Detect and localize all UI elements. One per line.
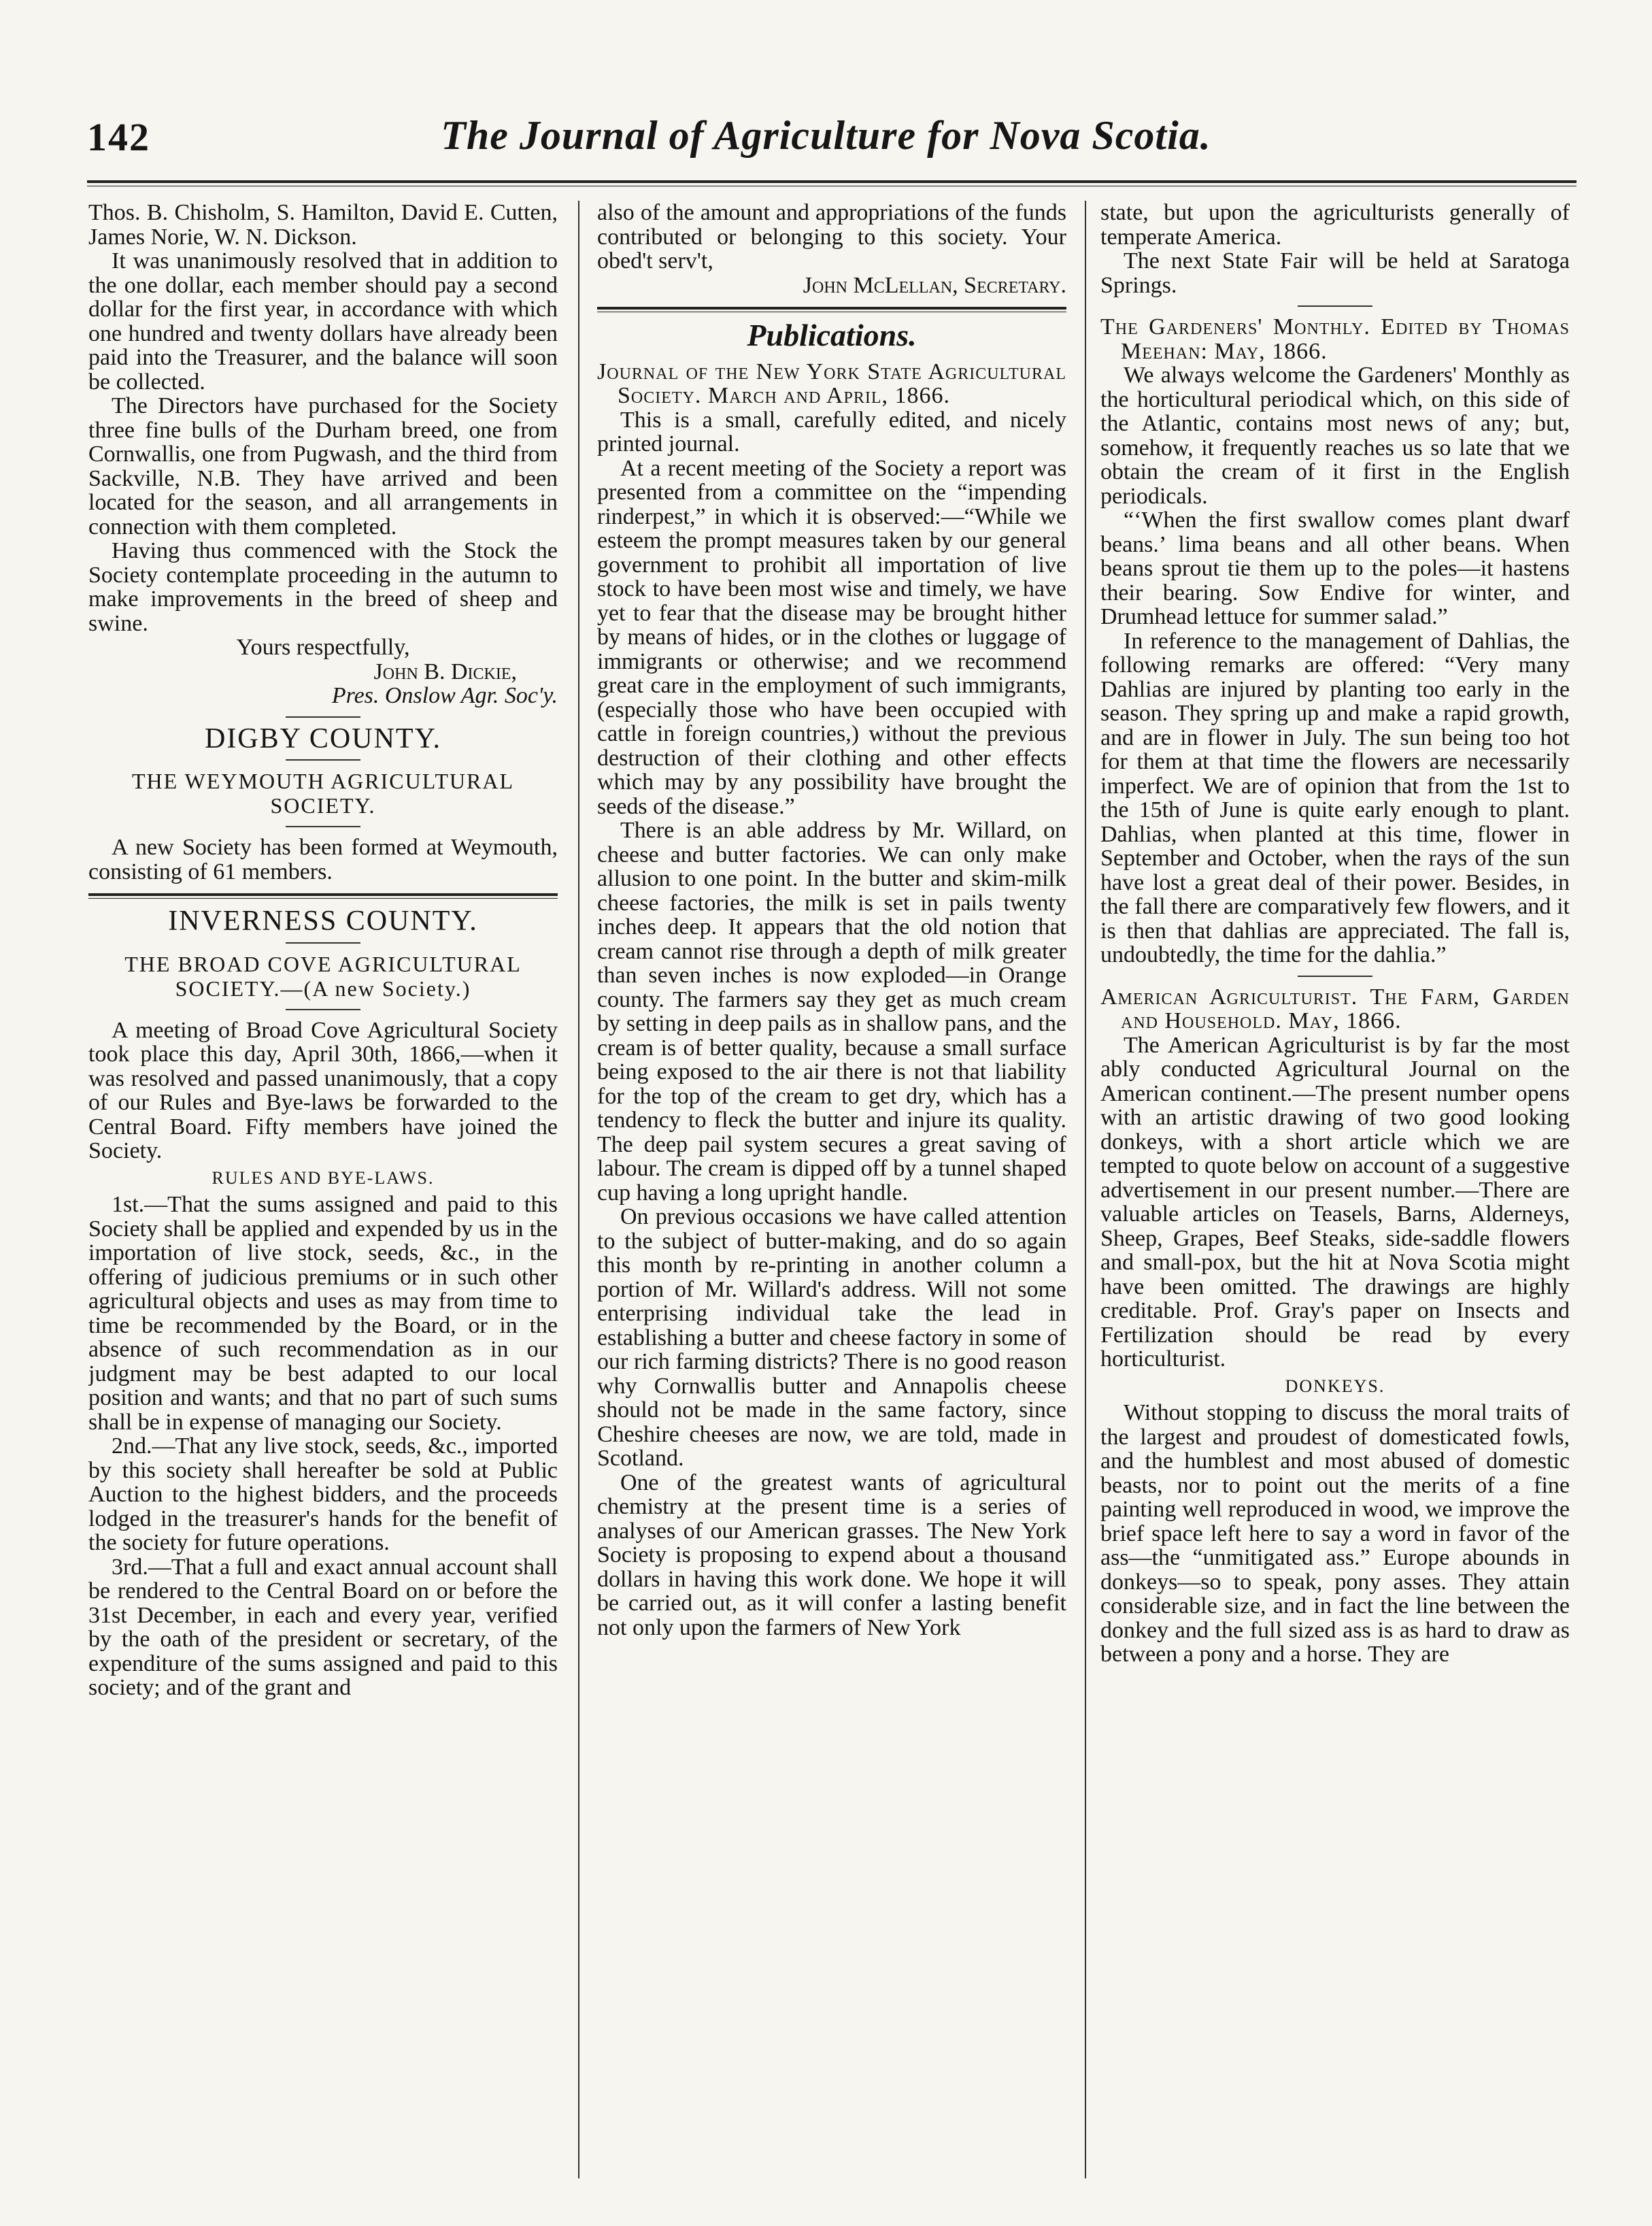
paragraph: Without stopping to discuss the moral traits of the largest and proudest of domesticated fowls, and the humblest and most abused of domestic beasts, nor to point out the merits of a fine painting well reproduced in wood, we improve the brief space left here to say a word in favor of the ass—the “unmitigated ass.” Europe abounds in donkeys—so to speak, pony asses. They attain considerable size, and in fact the line between the donkey and the full sized ass is as hard to draw as between a pony and a horse. They are <box>1100 1400 1570 1667</box>
double-rule <box>88 893 558 899</box>
paragraph: A new Society has been formed at Weymouth, consisting of 61 members. <box>88 835 558 884</box>
column-1 <box>88 201 558 2185</box>
donkeys-heading: DONKEYS. <box>1285 1376 1385 1396</box>
section-rule <box>286 759 360 761</box>
signer-title: Pres. Onslow Agr. Soc'y. <box>331 683 558 708</box>
paragraph: state, but upon the agriculturists generally of temperate America. <box>1100 201 1570 250</box>
review-title: The Gardeners' Monthly. Edited by Thomas Meehan: May, 1866. <box>1100 314 1570 364</box>
section-rule <box>286 716 360 718</box>
section-rule <box>286 826 360 827</box>
closing: Yours respectfully, <box>236 635 410 660</box>
paragraph: We always welcome the Gardeners' Monthly as the horticultural periodical which, on this side of the Atlantic, contains most news of any; but, somehow, it frequently reaches us so late that we obtain the cream of it first in the English periodicals. <box>1100 363 1570 509</box>
section-title: Publications. <box>747 318 917 352</box>
column-3 <box>1100 201 1570 2185</box>
section-rule <box>1298 976 1372 977</box>
paragraph: On previous occasions we have called attention to the subject of butter-making, and do so again this month by re-printing in another column a portion of Mr. Willard's address. Will not some enterprising individual take the lead in establishing a butter and cheese factory in some of our rich farming districts? There is no good reason why Cornwallis butter and Annapolis cheese should not be made in the same factory, since Cheshire cheeses are now, we are told, made in Scotland. <box>597 1204 1066 1471</box>
paragraph: Having thus commenced with the Stock the Society contemplate proceeding in the autumn to make improvements in the breed of sheep and swine. <box>88 538 558 636</box>
column-2 <box>597 201 1066 2185</box>
paragraph: This is a small, carefully edited, and nicely printed journal. <box>597 407 1066 456</box>
paragraph: also of the amount and appropriations of the funds contributed or belonging to this society. Your obed't serv't, <box>597 201 1066 273</box>
column-divider <box>1085 201 1086 2178</box>
county-heading: INVERNESS COUNTY. <box>168 906 478 937</box>
double-rule <box>597 307 1066 312</box>
paragraph: A meeting of Broad Cove Agricultural Society took place this day, April 30th, 1866,—when it was resolved and passed unanimously, that a copy of our Rules and Bye-laws be forwarded to the Central Board. Fifty members have joined the Society. <box>88 1017 558 1163</box>
paragraph: The Directors have purchased for the Society three fine bulls of the Durham breed, one from Cornwallis, one from Pugwash, and the third from Sackville, N.B. They have arrived and been located for the season, and all arrangements in connection with them completed. <box>88 393 558 539</box>
paragraph: Thos. B. Chisholm, S. Hamilton, David E. Cutten, James Norie, W. N. Dickson. <box>88 201 558 250</box>
running-head: The Journal of Agriculture for Nova Scotia. <box>441 113 1211 158</box>
paragraph: The American Agriculturist is by far the most ably conducted Agricultural Journal on the American continent.—The present number opens with an artistic drawing of two good looking donkeys, with a short article which we are tempted to quote below on account of a suggestive advertisement in our present number.—There are valuable articles on Teasels, Barns, Alderneys, Sheep, Grapes, Beef Steaks, side-saddle flowers and small-pox, but the hit at Nova Scotia might have been omitted. The drawings are highly creditable. Prof. Gray's paper on Insects and Fertilization should be read by every horticulturist. <box>1100 1032 1570 1372</box>
section-rule <box>286 1009 360 1010</box>
signer-name: John B. Dickie, <box>373 659 517 684</box>
header-rule <box>87 180 1577 186</box>
paragraph: There is an able address by Mr. Willard, on cheese and butter factories. We can only make allusion to one point. In the butter and skim-milk cheese factories, the milk is set in pails twenty inches deep. It appears that the old notion that cream cannot rise through a depth of milk greater than seven inches is now exploded—in Orange county. The farmers say they get as much cream by setting in deep pails as in shallow pans, and the cream is of better quality, because a small surface being exposed to the air there is not that liability for the top of the cream to get dry, which has a tendency to fleck the butter and injure its quality. The deep pail system secures a great saving of labour. The cream is dipped off by a tunnel shaped cup having a long upright handle. <box>597 818 1066 1206</box>
secretary-signature: John McLellan, Secretary. <box>803 272 1066 298</box>
rule: 1st.—That the sums assigned and paid to this Society shall be applied and expended by us in the importation of live stock, seeds, &c., in the offering of judicious premiums or in such other agricultural objects and uses as may from time to time be recommended by the Board, or in the absence of such recommendation as in our judgment may be best adapted to our local position and wants; and that no part of such sums shall be in expense of managing our Society. <box>88 1192 558 1435</box>
paragraph: It was unanimously resolved that in addition to the one dollar, each member should pay a second dollar for the first year, in accordance with which one hundred and twenty dollars have already been paid into the Treasurer, and the balance will soon be collected. <box>88 248 558 395</box>
society-heading: THE BROAD COVE AGRICULTURAL SOCIETY.—(A new Society.) <box>124 951 522 1001</box>
society-heading: THE WEYMOUTH AGRICULTURAL SOCIETY. <box>132 769 514 818</box>
section-rule <box>1298 305 1372 307</box>
rule: 2nd.—That any live stock, seeds, &c., imported by this society shall hereafter be sold at Public Auction to the highest bidders, and the proceeds lodged in the treasurer's hands for the benefit of the society for future operations. <box>88 1433 558 1555</box>
rules-heading: RULES AND BYE-LAWS. <box>212 1167 435 1188</box>
section-rule <box>286 942 360 944</box>
review-title: Journal of the New York State Agricultural Society. March and April, 1866. <box>597 359 1066 408</box>
column-divider <box>578 201 579 2178</box>
paragraph: “‘When the first swallow comes plant dwarf beans.’ lima beans and all other beans. When beans sprout tie them up to the poles—it hastens their bearing. Sow Endive for winter, and Drumhead lettuce for summer salad.” <box>1100 508 1570 629</box>
paragraph: At a recent meeting of the Society a report was presented from a committee on the “impending rinderpest,” in which it is observed:—“While we esteem the prompt measures taken by our general government to prohibit all importation of live stock to have been most wise and timely, we have yet to fear that the disease may be brought hither by means of hides, or in the clothes or luggage of immigrants or otherwise; and we recommend great care in the employment of such immigrants, (especially those who have been occupied with cattle in foreign countries,) without the previous destruction of their clothing and other effects which may by any possibility have brought the seeds of the disease.” <box>597 455 1066 819</box>
page-number: 142 <box>87 115 150 159</box>
paragraph: One of the greatest wants of agricultural chemistry at the present time is a series of analyses of our American grasses. The New York Society is proposing to expend about a thousand dollars in having this work done. We hope it will be carried out, as it will confer a lasting benefit not only upon the farmers of New York <box>597 1469 1066 1640</box>
paragraph: The next State Fair will be held at Saratoga Springs. <box>1100 248 1570 298</box>
review-title: American Agriculturist. The Farm, Garden and Household. May, 1866. <box>1100 984 1570 1033</box>
rule: 3rd.—That a full and exact annual account shall be rendered to the Central Board on or before the 31st December, in each and every year, verified by the oath of the president or secretary, of the expenditure of the sums assigned and paid to this society; and of the grant and <box>88 1554 558 1700</box>
county-heading: DIGBY COUNTY. <box>204 722 441 754</box>
paragraph: In reference to the management of Dahlias, the following remarks are offered: “Very many Dahlias are injured by planting too early in the season. They spring up and make a rapid growth, and are in flower in July. The sun being too hot for them at that time the flowers are necessarily imperfect. We are of opinion that from the 1st to the 15th of June is quite early enough to plant. Dahlias, when planted at this time, flower in September and October, when the rays of the sun have lost a great deal of their power. Besides, in the fall there are comparatively few flowers, and it is then that dahlias are appreciated. The fall is, undoubtedly, the time for the dahlia.” <box>1100 628 1570 967</box>
